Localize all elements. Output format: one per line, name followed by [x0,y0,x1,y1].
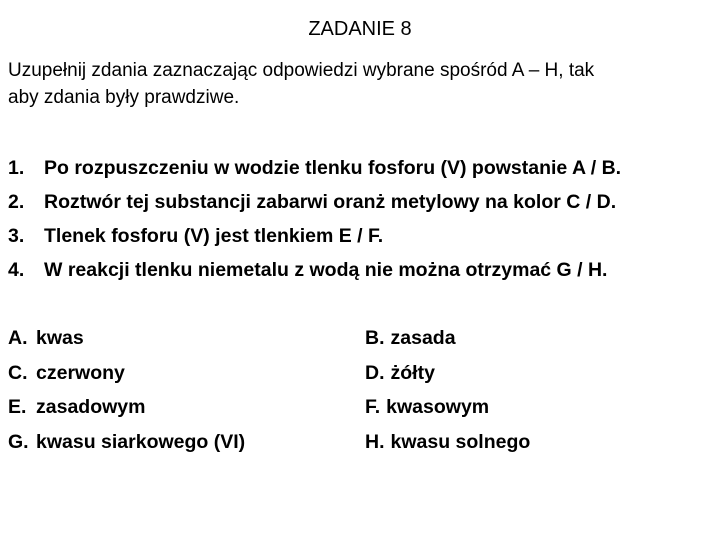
option-letter: C. [8,361,28,384]
option-h [365,425,530,460]
statement-list [8,151,713,287]
option-f [365,390,489,425]
option-text: zasada [390,327,456,349]
statement-text: Tlenek fosforu (V) jest tlenkiem E / F. [44,225,384,247]
instruction-line: Uzupełnij zdania zaznaczając odpowiedzi wybrane spośród A – H, tak [8,60,595,81]
page-title: ZADANIE 8 [308,18,412,40]
statement-item [8,219,713,253]
option-a [8,321,365,356]
option-letter: D. [365,361,385,384]
option-letter: F. [365,396,381,418]
statement-item [8,185,713,219]
option-text: zasadowym [36,396,146,418]
option-text: czerwony [36,361,125,384]
statement-number: 2. [8,191,25,213]
statement-item [8,151,713,185]
option-letter: E. [8,396,27,418]
option-row [8,356,713,391]
option-row [8,425,713,460]
option-c [8,356,365,391]
option-letter: B. [365,327,385,349]
option-text: kwasowym [386,396,490,418]
statement-number: 1. [8,157,25,179]
option-text: kwasu siarkowego (VI) [36,430,246,453]
option-row [8,321,713,356]
option-text: kwas [36,327,84,349]
option-text: kwasu solnego [390,430,531,453]
option-letter: H. [365,430,385,453]
option-row [8,390,713,425]
statement-text: Po rozpuszczeniu w wodzie tlenku fosforu (V) powstanie A / B. [44,157,622,179]
statement-number: 3. [8,225,25,247]
instruction-text [8,57,708,111]
statement-text: Roztwór tej substancji zabarwi oranż metylowy na kolor C / D. [44,191,617,213]
statement-item [8,253,713,287]
option-text: żółty [390,361,435,384]
instruction-line: aby zdania były prawdziwe. [8,87,240,108]
statement-text: W reakcji tlenku niemetalu z wodą nie można otrzymać G / H. [44,259,608,281]
option-e [8,390,365,425]
option-g [8,425,365,460]
option-b [365,321,456,356]
option-letter: G. [8,430,29,453]
statement-number: 4. [8,259,25,281]
answer-options [8,321,713,459]
option-d [365,356,435,391]
option-letter: A. [8,327,28,349]
